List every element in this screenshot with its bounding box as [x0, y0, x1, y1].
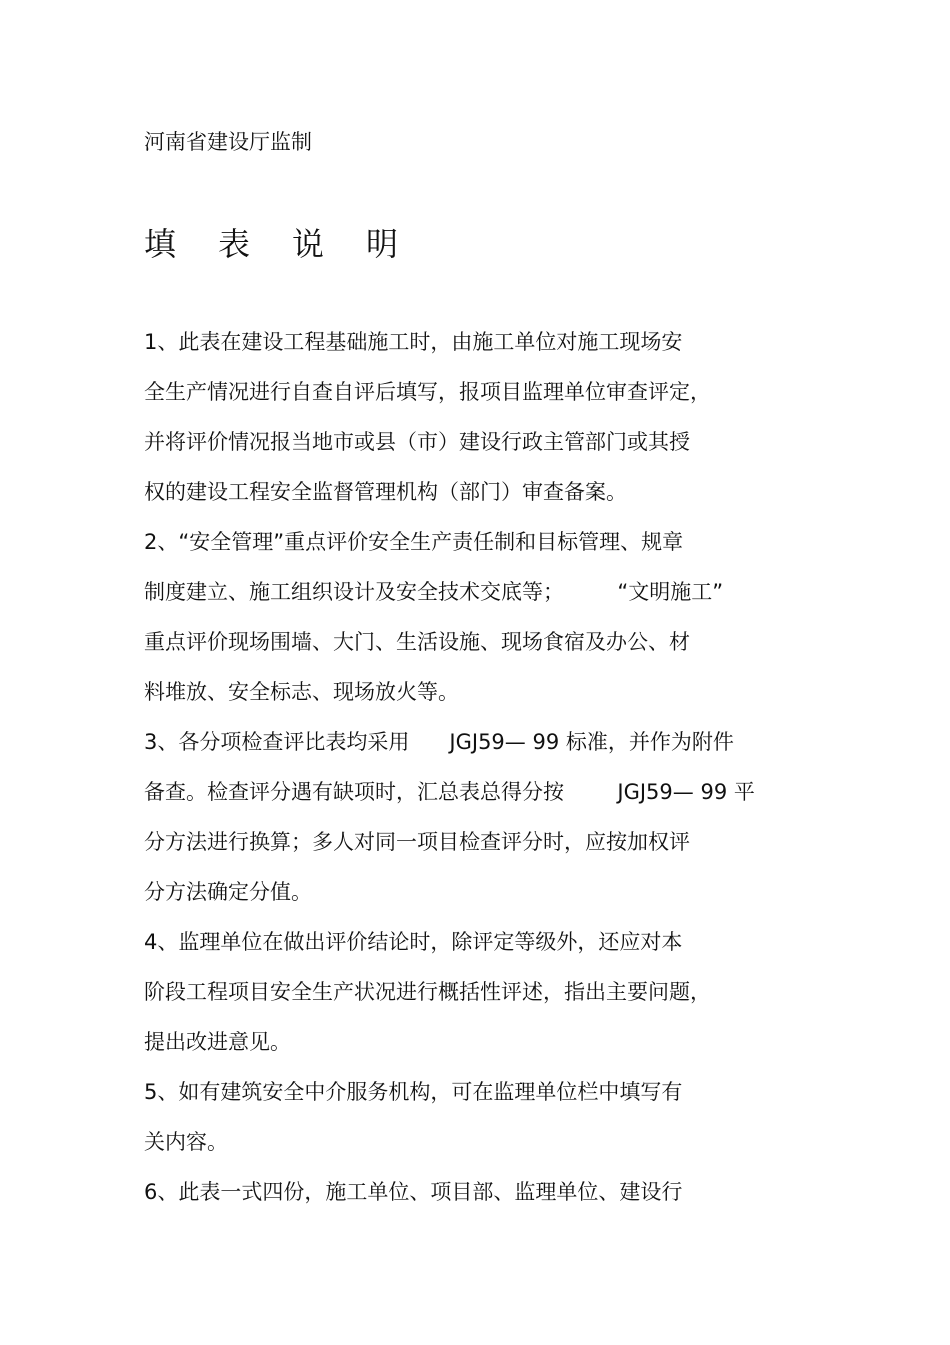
instruction-line: 2、“安全管理”重点评价安全生产责任制和目标管理、规章 — [144, 530, 684, 554]
instruction-line: 料堆放、安全标志、现场放火等。 — [144, 680, 459, 704]
instruction-line: 备查。检查评分遇有缺项时，汇总表总得分按 JGJ59— 99 平 — [144, 780, 755, 804]
instruction-line: 分方法进行换算；多人对同一项目检查评分时，应按加权评 — [144, 830, 690, 854]
instruction-line: 1、此表在建设工程基础施工时，由施工单位对施工现场安 — [144, 330, 683, 354]
instruction-line: 提出改进意见。 — [144, 1030, 291, 1054]
instruction-line: 重点评价现场围墙、大门、生活设施、现场食宿及办公、材 — [144, 630, 690, 654]
issuer-text: 河南省建设厅监制 — [144, 130, 312, 154]
instructions-body — [144, 326, 824, 1226]
instruction-line: 全生产情况进行自查自评后填写，报项目监理单位审查评定， — [144, 380, 711, 404]
instruction-line: 关内容。 — [144, 1130, 228, 1154]
instruction-line: 5、如有建筑安全中介服务机构，可在监理单位栏中填写有 — [144, 1080, 683, 1104]
instruction-line: 并将评价情况报当地市或县（市）建设行政主管部门或其授 — [144, 430, 690, 454]
instruction-line: 4、监理单位在做出评价结论时，除评定等级外，还应对本 — [144, 930, 683, 954]
instruction-line: 阶段工程项目安全生产状况进行概括性评述，指出主要问题， — [144, 980, 711, 1004]
instruction-line: 分方法确定分值。 — [144, 880, 312, 904]
page-title: 填表说明 — [144, 225, 441, 263]
instruction-line: 6、此表一式四份，施工单位、项目部、监理单位、建设行 — [144, 1180, 683, 1204]
instruction-line: 3、各分项检查评比表均采用 JGJ59— 99 标准，并作为附件 — [144, 730, 734, 754]
instruction-line: 制度建立、施工组织设计及安全技术交底等； “文明施工” — [144, 580, 724, 604]
instruction-line: 权的建设工程安全监督管理机构（部门）审查备案。 — [144, 480, 627, 504]
